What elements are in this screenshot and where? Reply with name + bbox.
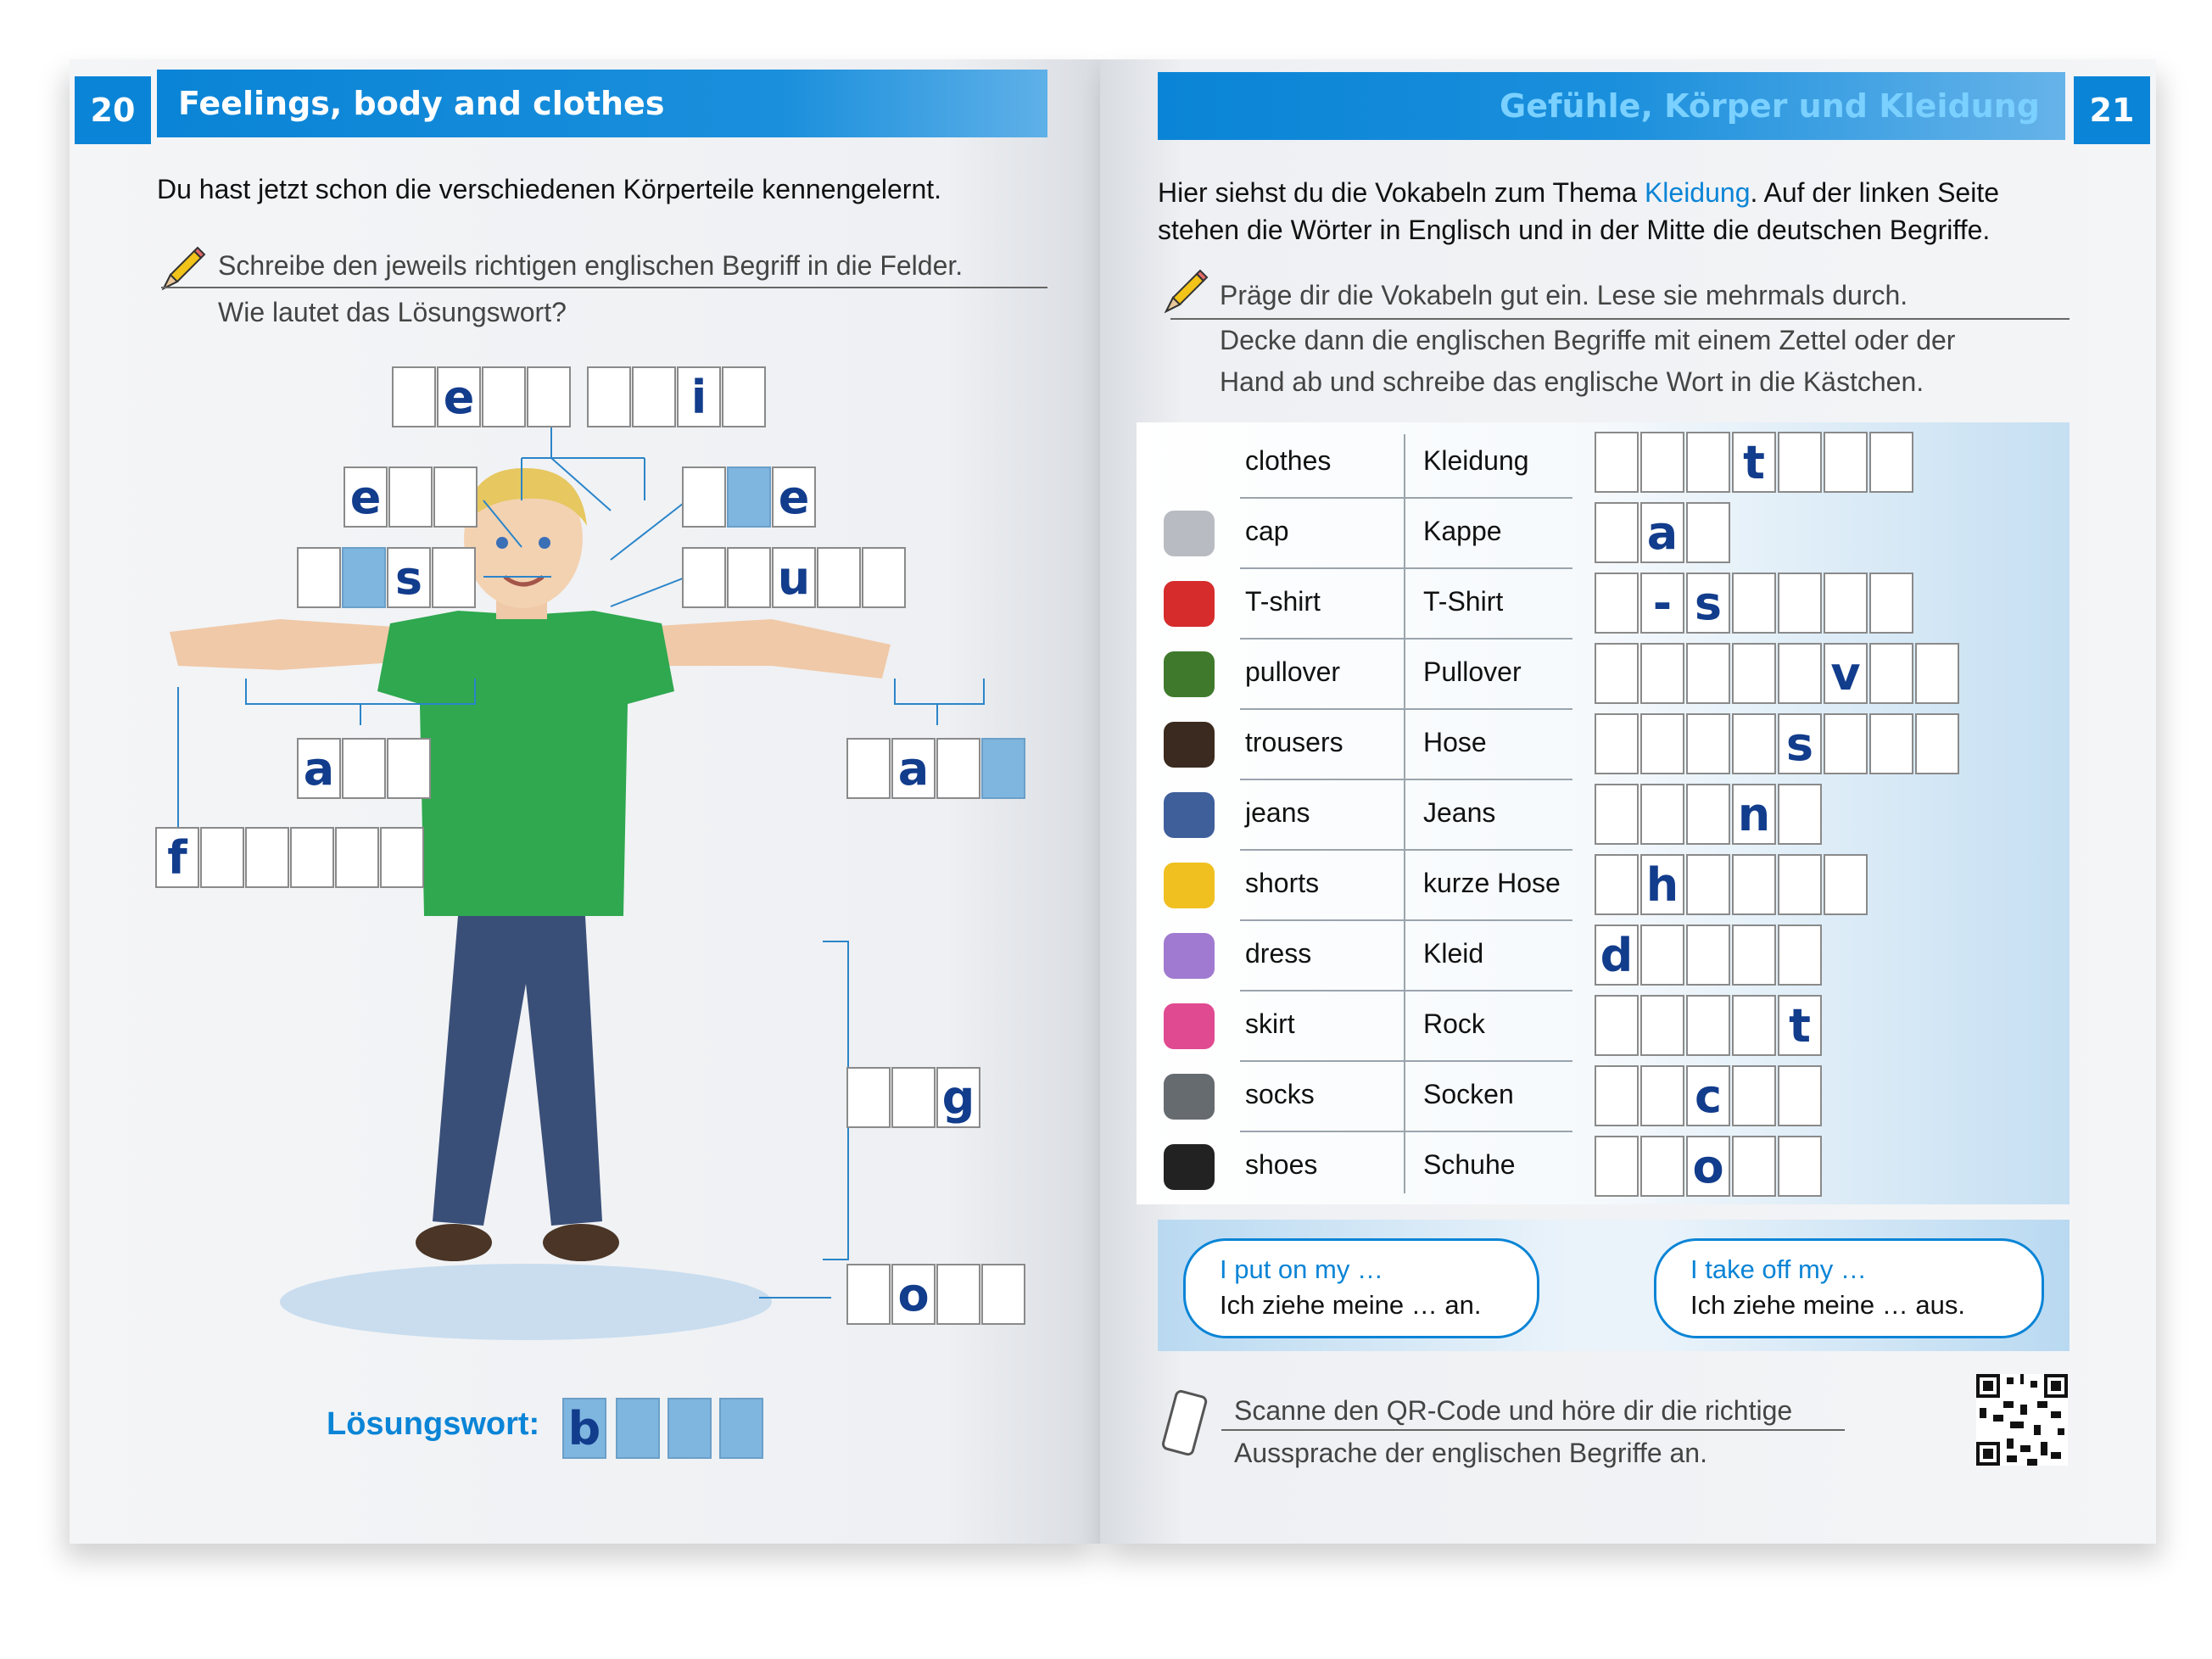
hand-box-2[interactable] bbox=[342, 738, 386, 799]
pullover-icon bbox=[1164, 651, 1215, 697]
finger-box-4[interactable] bbox=[290, 827, 334, 888]
left-task-line1: Schreibe den jeweils richtigen englischen Begriff in die Felder. bbox=[218, 250, 964, 281]
vocab-letter-box[interactable] bbox=[1869, 432, 1913, 493]
right-intro-line2: stehen die Wörter in Englisch und in der Mitte die deutschen Begriffe. bbox=[1158, 215, 1991, 245]
solution-box-4[interactable] bbox=[719, 1398, 763, 1459]
vocab-letter-box[interactable] bbox=[1824, 573, 1868, 634]
left-page-number: 20 bbox=[75, 76, 151, 144]
left-intro: Du hast jetzt schon die verschiedenen Körperteile kennengelernt. bbox=[157, 174, 942, 204]
vocab-row-divider bbox=[1240, 497, 1572, 499]
bubble2-german: Ich ziehe meine … aus. bbox=[1690, 1290, 1965, 1320]
socks-icon bbox=[1164, 1074, 1215, 1120]
vocab-english: jeans bbox=[1245, 797, 1310, 828]
right-intro-link[interactable]: Kleidung bbox=[1644, 177, 1751, 208]
hair-box-7[interactable]: i bbox=[677, 366, 721, 427]
vocab-letter-box[interactable] bbox=[1686, 643, 1730, 704]
eye-box-3[interactable] bbox=[433, 466, 478, 528]
vocab-german: Pullover bbox=[1423, 656, 1522, 687]
vocab-letter-box[interactable] bbox=[1778, 784, 1822, 845]
vocab-letter-box[interactable] bbox=[1778, 432, 1822, 493]
vocab-letter-box[interactable]: - bbox=[1640, 573, 1684, 634]
solution-box-3[interactable] bbox=[668, 1398, 712, 1459]
nose-box-4[interactable] bbox=[432, 547, 476, 608]
nose-box-1[interactable] bbox=[297, 547, 341, 608]
vocab-letter-box[interactable] bbox=[1640, 1065, 1684, 1126]
vocab-letter-box[interactable] bbox=[1595, 784, 1639, 845]
vocab-letter-box[interactable] bbox=[1778, 854, 1822, 915]
vocab-letter-box[interactable] bbox=[1824, 854, 1868, 915]
vocab-letter-box[interactable]: n bbox=[1732, 784, 1776, 845]
hair-box-4[interactable] bbox=[527, 366, 571, 427]
vocab-german: Hose bbox=[1423, 727, 1487, 757]
speech-bubble-put-on bbox=[1183, 1238, 1539, 1338]
left-task-rule bbox=[161, 287, 1047, 288]
vocab-letter-box[interactable] bbox=[1778, 643, 1822, 704]
vocab-letter-box[interactable] bbox=[1732, 1065, 1776, 1126]
leg-box-3[interactable]: g bbox=[936, 1067, 980, 1128]
vocab-german: Kappe bbox=[1423, 516, 1502, 546]
nose-box-2-solution[interactable] bbox=[342, 547, 386, 608]
foot-box-2[interactable]: o bbox=[891, 1264, 936, 1325]
hair-box-6[interactable] bbox=[632, 366, 676, 427]
vocab-row-divider bbox=[1240, 849, 1572, 851]
vocab-letter-box[interactable] bbox=[1824, 432, 1868, 493]
vocab-row-divider bbox=[1240, 638, 1572, 640]
vocab-letter-box[interactable] bbox=[1778, 1136, 1822, 1197]
vocab-letter-box[interactable] bbox=[1595, 502, 1639, 563]
right-intro-part1: Hier siehst du die Vokabeln zum Thema bbox=[1158, 177, 1645, 208]
vocab-letter-box[interactable] bbox=[1640, 784, 1684, 845]
eye-box-1[interactable]: e bbox=[344, 466, 388, 528]
vocab-row-divider bbox=[1240, 1131, 1572, 1132]
right-intro-part2: . Auf der linken Seite bbox=[1750, 177, 1999, 208]
vocab-letter-box[interactable] bbox=[1869, 643, 1913, 704]
vocab-letter-box[interactable] bbox=[1640, 432, 1684, 493]
qr-code-icon[interactable] bbox=[1976, 1374, 2068, 1466]
ear-box-1[interactable] bbox=[682, 466, 726, 528]
hair-box-2[interactable]: e bbox=[437, 366, 481, 427]
solution-label: Lösungswort: bbox=[327, 1406, 540, 1442]
vocab-letter-box[interactable] bbox=[1595, 432, 1639, 493]
vocab-row-divider bbox=[1240, 919, 1572, 921]
vocab-letter-box[interactable] bbox=[1640, 995, 1684, 1056]
vocab-english: T-shirt bbox=[1245, 586, 1321, 617]
arm-box-2[interactable]: a bbox=[891, 738, 936, 799]
jeans-icon bbox=[1164, 792, 1215, 838]
mouth-box-3[interactable]: u bbox=[772, 547, 816, 608]
vocab-german: kurze Hose bbox=[1423, 868, 1561, 898]
hand-box-1[interactable]: a bbox=[297, 738, 341, 799]
leg-box-2[interactable] bbox=[891, 1067, 936, 1128]
left-task-line2: Wie lautet das Lösungswort? bbox=[218, 297, 567, 327]
vocab-letter-box[interactable] bbox=[1915, 713, 1959, 774]
vocab-letter-box[interactable] bbox=[1869, 573, 1913, 634]
mouth-box-5[interactable] bbox=[862, 547, 906, 608]
shoes-icon bbox=[1164, 1144, 1215, 1190]
right-page-title: Gefühle, Körper und Kleidung bbox=[1158, 72, 2065, 140]
vocab-row-divider bbox=[1240, 779, 1572, 780]
vocab-german: Kleidung bbox=[1423, 445, 1529, 476]
vocab-letter-box[interactable] bbox=[1640, 924, 1684, 986]
vocab-letter-box[interactable] bbox=[1732, 924, 1776, 986]
vocab-letter-box[interactable] bbox=[1640, 643, 1684, 704]
vocab-letter-box[interactable] bbox=[1595, 573, 1639, 634]
vocab-letter-box[interactable] bbox=[1778, 924, 1822, 986]
foot-box-1[interactable] bbox=[846, 1264, 891, 1325]
vocab-german: Kleid bbox=[1423, 938, 1484, 969]
vocab-letter-box[interactable] bbox=[1595, 854, 1639, 915]
vocab-letter-box[interactable] bbox=[1915, 643, 1959, 704]
mouth-box-4[interactable] bbox=[817, 547, 861, 608]
eye-box-2[interactable] bbox=[388, 466, 433, 528]
cap-icon bbox=[1164, 511, 1215, 556]
vocab-english: pullover bbox=[1245, 656, 1341, 687]
vocab-letter-box[interactable]: s bbox=[1778, 713, 1822, 774]
qr-line1: Scanne den QR-Code und höre dir die richtige bbox=[1234, 1395, 1793, 1426]
solution-box-2[interactable] bbox=[616, 1398, 660, 1459]
vocab-letter-box[interactable] bbox=[1595, 1065, 1639, 1126]
hair-box-5[interactable] bbox=[587, 366, 631, 427]
foot-box-3[interactable] bbox=[936, 1264, 980, 1325]
mouth-box-2[interactable] bbox=[727, 547, 771, 608]
vocab-letter-box[interactable]: t bbox=[1732, 432, 1776, 493]
vocab-letter-box[interactable]: v bbox=[1824, 643, 1868, 704]
leg-box-1[interactable] bbox=[846, 1067, 891, 1128]
vocab-letter-box[interactable] bbox=[1595, 643, 1639, 704]
right-intro bbox=[1158, 174, 2091, 249]
vocab-english: shorts bbox=[1245, 868, 1320, 898]
nose-box-3[interactable]: s bbox=[387, 547, 431, 608]
vocab-letter-box[interactable] bbox=[1778, 1065, 1822, 1126]
vocab-letter-box[interactable] bbox=[1640, 1136, 1684, 1197]
vocab-letter-box[interactable]: c bbox=[1686, 1065, 1730, 1126]
arm-box-3[interactable] bbox=[936, 738, 980, 799]
speech-bubble-take-off bbox=[1654, 1238, 2044, 1338]
hand-box-3[interactable] bbox=[387, 738, 431, 799]
finger-box-3[interactable] bbox=[245, 827, 289, 888]
tshirt-icon bbox=[1164, 581, 1215, 627]
vocab-german: T-Shirt bbox=[1423, 586, 1504, 617]
dress-icon bbox=[1164, 933, 1215, 979]
vocab-letter-box[interactable] bbox=[1686, 854, 1730, 915]
vocab-letter-box[interactable] bbox=[1732, 713, 1776, 774]
bubble2-english: I take off my … bbox=[1690, 1254, 1867, 1284]
right-task-line2: Decke dann die englischen Begriffe mit einem Zettel oder der bbox=[1220, 325, 1956, 355]
vocab-letter-box[interactable] bbox=[1686, 995, 1730, 1056]
vocab-letter-box[interactable] bbox=[1640, 713, 1684, 774]
vocab-english: clothes bbox=[1245, 445, 1332, 476]
right-task-line3: Hand ab und schreibe das englische Wort in die Kästchen. bbox=[1220, 366, 1924, 397]
vocab-row-divider bbox=[1240, 1060, 1572, 1062]
qr-rule bbox=[1221, 1429, 1845, 1431]
vocab-english: trousers bbox=[1245, 727, 1343, 757]
vocab-letter-box[interactable] bbox=[1686, 713, 1730, 774]
vocab-letter-box[interactable] bbox=[1778, 573, 1822, 634]
left-page-title: Feelings, body and clothes bbox=[157, 70, 1047, 137]
vocab-german: Socken bbox=[1423, 1079, 1514, 1109]
vocab-letter-box[interactable] bbox=[1686, 924, 1730, 986]
vocab-row-divider bbox=[1240, 708, 1572, 710]
arm-box-1[interactable] bbox=[846, 738, 891, 799]
hair-box-8[interactable] bbox=[722, 366, 766, 427]
vocab-letter-box[interactable] bbox=[1686, 432, 1730, 493]
right-task-line1: Präge dir die Vokabeln gut ein. Lese sie mehrmals durch. bbox=[1220, 280, 1908, 310]
smartphone-icon bbox=[1160, 1387, 1211, 1463]
vocab-letter-box[interactable]: d bbox=[1595, 924, 1639, 986]
skirt-icon bbox=[1164, 1003, 1215, 1049]
vocab-english: dress bbox=[1245, 938, 1312, 969]
finger-box-5[interactable] bbox=[335, 827, 379, 888]
vocab-english: socks bbox=[1245, 1079, 1315, 1109]
hair-box-3[interactable] bbox=[482, 366, 526, 427]
vocab-letter-box[interactable] bbox=[1686, 784, 1730, 845]
vocab-letter-box[interactable] bbox=[1824, 713, 1868, 774]
finger-box-6[interactable] bbox=[380, 827, 424, 888]
hair-box-1[interactable] bbox=[392, 366, 436, 427]
vocab-letter-box[interactable] bbox=[1869, 713, 1913, 774]
mouth-box-1[interactable] bbox=[682, 547, 726, 608]
vocab-letter-box[interactable] bbox=[1686, 502, 1730, 563]
vocab-letter-box[interactable]: a bbox=[1640, 502, 1684, 563]
vocab-german: Rock bbox=[1423, 1008, 1485, 1039]
ear-box-3[interactable]: e bbox=[772, 466, 816, 528]
solution-box-1[interactable]: b bbox=[562, 1398, 606, 1459]
vocab-letter-box[interactable] bbox=[1595, 1136, 1639, 1197]
vocab-letter-box[interactable] bbox=[1595, 995, 1639, 1056]
foot-box-4[interactable] bbox=[981, 1264, 1025, 1325]
right-page-number: 21 bbox=[2074, 76, 2150, 144]
bubble1-english: I put on my … bbox=[1220, 1254, 1383, 1284]
right-task-rule bbox=[1170, 318, 2070, 320]
vocab-letter-box[interactable]: s bbox=[1686, 573, 1730, 634]
vocab-letter-box[interactable] bbox=[1732, 573, 1776, 634]
vocab-german: Schuhe bbox=[1423, 1149, 1516, 1180]
vocab-letter-box[interactable] bbox=[1732, 995, 1776, 1056]
vocab-letter-box[interactable]: h bbox=[1640, 854, 1684, 915]
vocab-english: skirt bbox=[1245, 1008, 1295, 1039]
vocab-english: shoes bbox=[1245, 1149, 1318, 1180]
vocab-letter-box[interactable] bbox=[1732, 854, 1776, 915]
vocab-letter-box[interactable] bbox=[1595, 713, 1639, 774]
bubble1-german: Ich ziehe meine … an. bbox=[1220, 1290, 1482, 1320]
finger-box-2[interactable] bbox=[200, 827, 244, 888]
vocab-letter-box[interactable] bbox=[1732, 643, 1776, 704]
finger-box-1[interactable]: f bbox=[155, 827, 199, 888]
trousers-icon bbox=[1164, 722, 1215, 768]
vocab-divider bbox=[1404, 434, 1405, 1193]
vocab-row-divider bbox=[1240, 990, 1572, 991]
vocab-letter-box[interactable] bbox=[1732, 1136, 1776, 1197]
vocab-english: cap bbox=[1245, 516, 1289, 546]
arm-box-4-solution[interactable] bbox=[981, 738, 1025, 799]
vocab-german: Jeans bbox=[1423, 797, 1496, 828]
shorts-icon bbox=[1164, 863, 1215, 908]
ear-box-2-solution[interactable] bbox=[727, 466, 771, 528]
vocab-letter-box[interactable]: t bbox=[1778, 995, 1822, 1056]
vocab-letter-box[interactable]: o bbox=[1686, 1136, 1730, 1197]
qr-line2: Aussprache der englischen Begriffe an. bbox=[1234, 1438, 1707, 1468]
vocab-row-divider bbox=[1240, 567, 1572, 569]
pencil-icon bbox=[1159, 267, 1210, 318]
